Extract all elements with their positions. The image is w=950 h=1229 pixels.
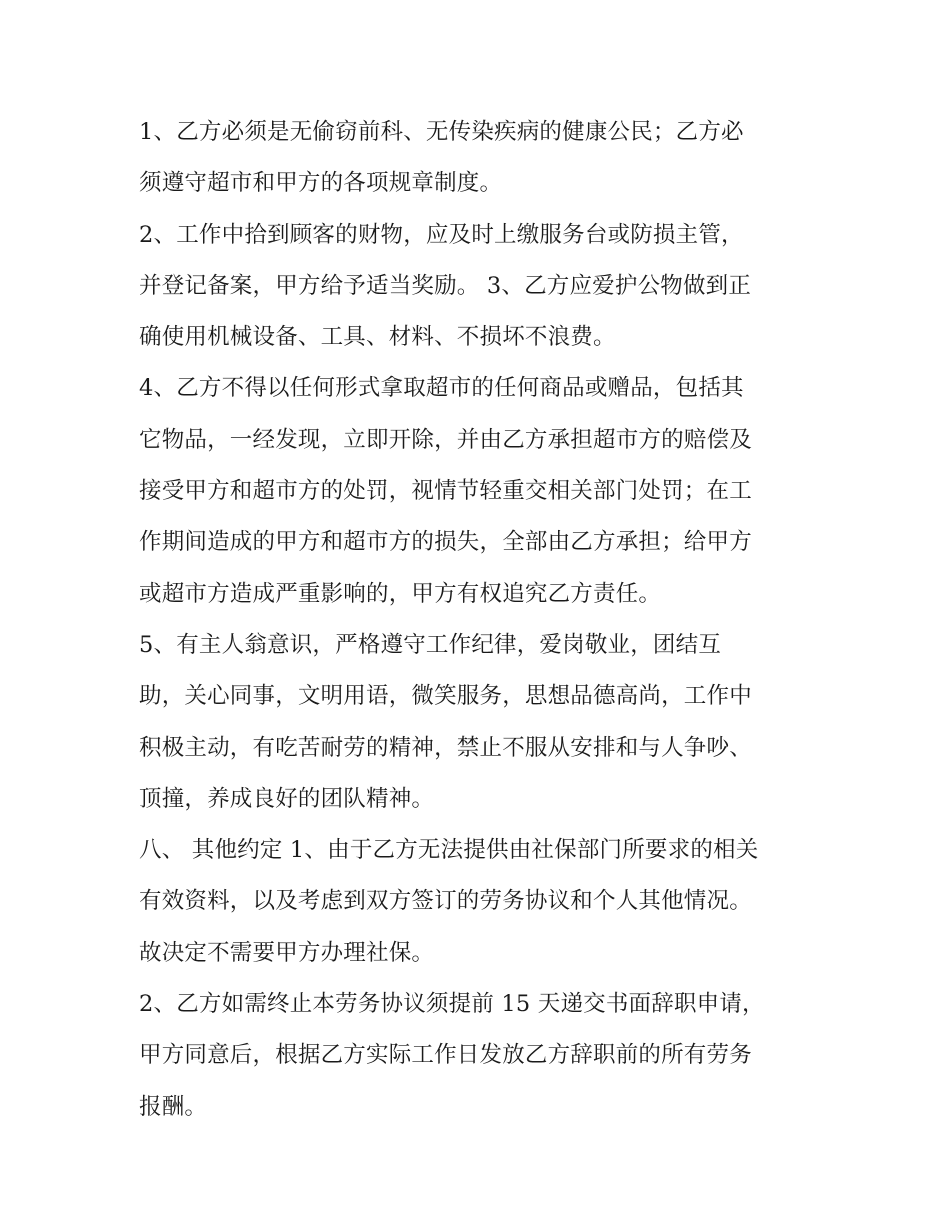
text-line: 作期间造成的甲方和超市方的损失，全部由乙方承担；给甲方 (139, 529, 752, 556)
text-line: 5、有主人翁意识，严格遵守工作纪律，爱岗敬业，团结互 (139, 631, 722, 658)
text-line: 或超市方造成严重影响的，甲方有权追究乙方责任。 (139, 580, 662, 607)
text-line: 并登记备案，甲方给予适当奖励。 3、乙方应爱护公物做到正 (139, 272, 752, 299)
text-line: 报酬。 (139, 1093, 208, 1120)
text-line: 2、工作中拾到顾客的财物，应及时上缴服务台或防损主管， (139, 221, 744, 248)
text-line: 有效资料，以及考虑到双方签订的劳务协议和个人其他情况。 (139, 888, 752, 915)
text-line: 须遵守超市和甲方的各项规章制度。 (139, 170, 503, 197)
document-body (139, 107, 819, 1133)
text-line: 八、 其他约定 1、由于乙方无法提供由社保部门所要求的相关 (139, 837, 759, 864)
text-line: 积极主动，有吃苦耐劳的精神，禁止不服从安排和与人争吵、 (139, 734, 752, 761)
text-line: 甲方同意后，根据乙方实际工作日发放乙方辞职前的所有劳务 (139, 1042, 752, 1069)
text-line: 接受甲方和超市方的处罚，视情节轻重交相关部门处罚；在工 (139, 478, 752, 505)
text-line: 助，关心同事，文明用语，微笑服务，思想品德高尚，工作中 (139, 683, 752, 710)
text-line: 确使用机械设备、工具、材料、不损坏不浪费。 (139, 324, 616, 351)
text-line: 顶撞，养成良好的团队精神。 (139, 785, 435, 812)
text-line: 它物品，一经发现，立即开除，并由乙方承担超市方的赔偿及 (139, 426, 752, 453)
text-line: 2、乙方如需终止本劳务协议须提前 15 天递交书面辞职申请， (139, 991, 765, 1018)
text-line: 1、乙方必须是无偷窃前科、无传染疾病的健康公民；乙方必 (139, 119, 744, 145)
text-line: 故决定不需要甲方办理社保。 (139, 939, 435, 966)
text-line: 4、乙方不得以任何形式拿取超市的任何商品或赠品，包括其 (139, 375, 744, 402)
